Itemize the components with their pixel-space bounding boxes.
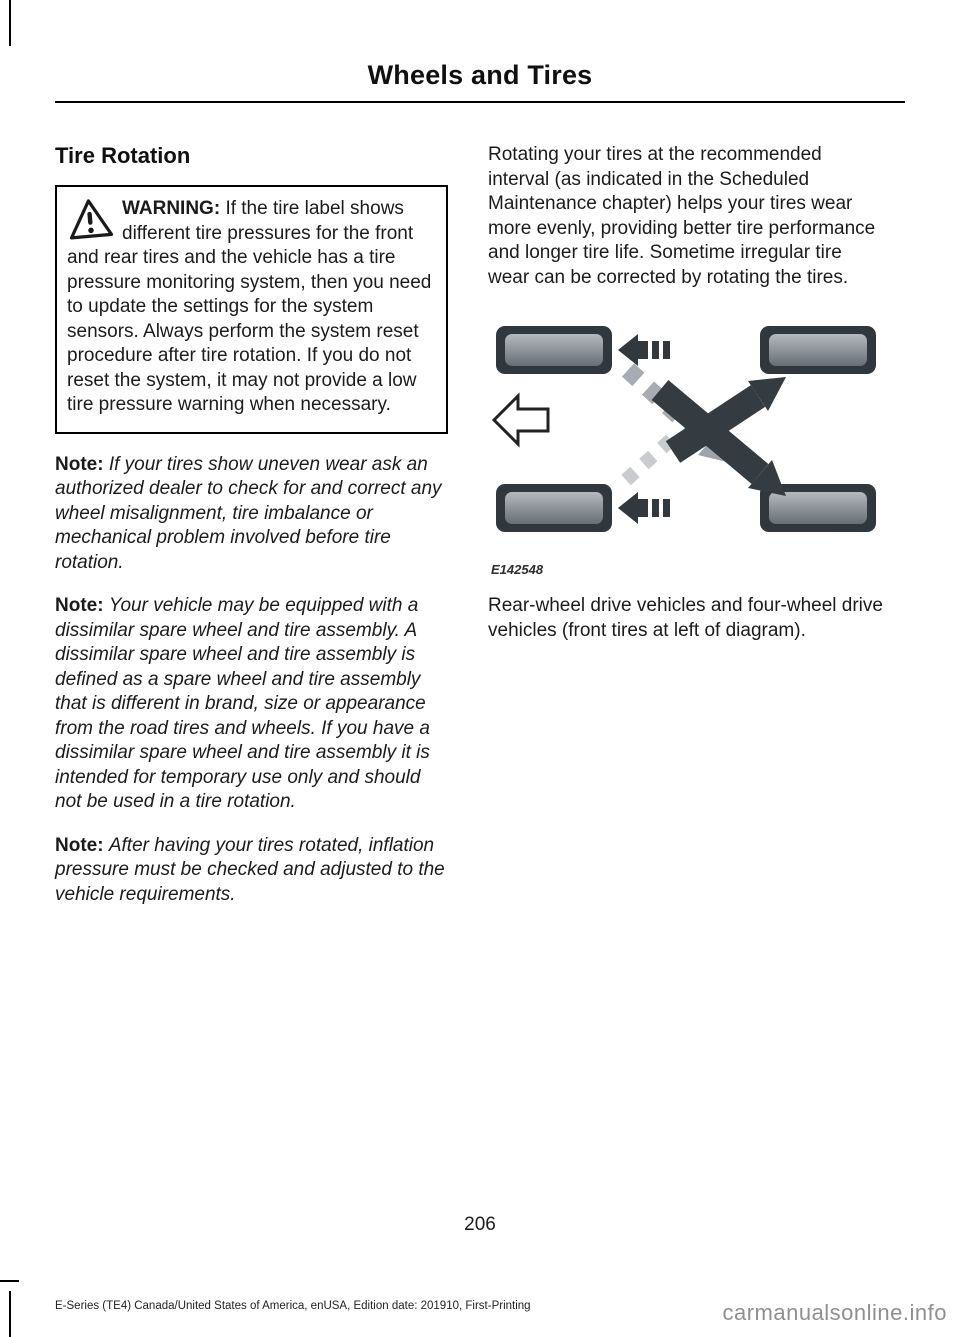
light-dashed-segment	[626, 438, 673, 480]
section-title: Tire Rotation	[55, 143, 191, 168]
chapter-title: Wheels and Tires	[367, 60, 593, 90]
note-label: Note:	[55, 834, 104, 856]
tire-front-left	[496, 326, 612, 374]
page-number: 206	[464, 1214, 496, 1235]
header-divider	[55, 101, 905, 103]
warning-triangle-icon	[65, 196, 114, 242]
note-text: If your tires show uneven wear ask an authorized dealer to check for and correct any wheel misalignment, tire imbalance or mechanical problem involved before tire rotation.	[55, 453, 442, 573]
right-column	[488, 143, 885, 643]
tire-rear-left	[760, 326, 876, 374]
forward-arrow-bottom	[618, 492, 670, 524]
tire-front-right	[496, 484, 612, 532]
figure-caption: Rear-wheel drive vehicles and four-wheel drive vehicles (front tires at left of diagram).	[488, 595, 883, 641]
warning-text: If the tire label shows different tire pressures for the front and rear tires and the vehicle has a tire pressure monitoring system, then you need to update the settings for the system sensors. Always perform the system reset procedure after tire rotation. If you do not reset the system, it may not provide a low tire pressure warning when necessary.	[67, 198, 432, 415]
note-inflation-pressure	[55, 834, 448, 908]
crop-mark-top-left	[9, 0, 11, 46]
watermark: carmanualsonline.info	[722, 1300, 947, 1325]
intro-paragraph: Rotating your tires at the recommended interval (as indicated in the Scheduled Maintenance chapter) helps your tires wear more evenly, providing better tire performance and longer tire life. Sometime irregular tire wear can be corrected by rotating the tires.	[488, 144, 876, 288]
forward-arrow-top	[618, 334, 670, 366]
tire-rotation-figure	[488, 320, 885, 577]
note-dissimilar-spare	[55, 594, 448, 815]
left-column	[55, 143, 448, 907]
crop-mark-bottom-left	[9, 1291, 11, 1337]
warning-box	[55, 185, 448, 434]
tire-rotation-diagram	[488, 320, 885, 558]
note-text: After having your tires rotated, inflation pressure must be checked and adjusted to the vehicle requirements.	[55, 834, 445, 905]
figure-id: E142548	[491, 562, 544, 577]
warning-label: WARNING:	[122, 198, 221, 219]
note-uneven-wear	[55, 453, 448, 576]
note-label: Note:	[55, 453, 104, 475]
note-text: Your vehicle may be equipped with a dissimilar spare wheel and tire assembly. A dissimilar spare wheel and tire assembly is defined as a spare wheel and tire assembly that is different in brand, size or appearance from the road tires and wheels. If you have a dissimilar spare wheel and tire assembly it is intended for temporary use only and should not be used in a tire rotation.	[55, 595, 430, 812]
left-outline-arrow-icon	[494, 396, 548, 444]
crop-mark-bottom-left-h	[0, 1280, 19, 1282]
note-label: Note:	[55, 595, 104, 616]
footer-edition-line: E-Series (TE4) Canada/United States of America, enUSA, Edition date: 201910, First-Printing	[55, 1300, 531, 1312]
